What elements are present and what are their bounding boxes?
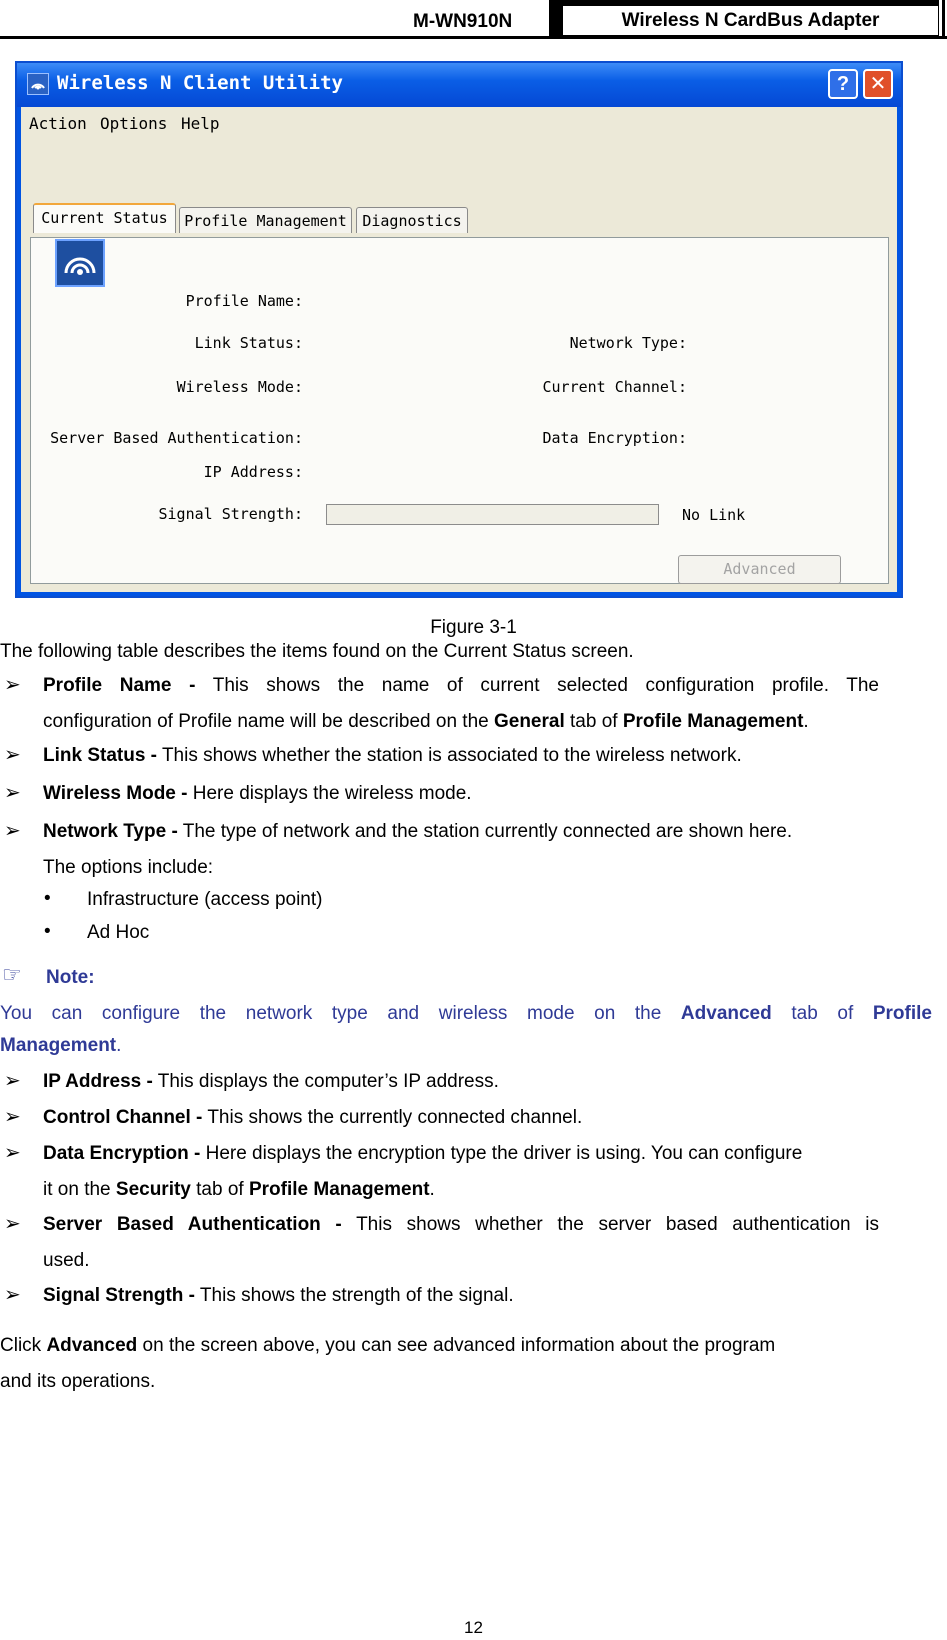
close-button[interactable]: ✕ xyxy=(863,69,893,99)
advanced-button[interactable]: Advanced xyxy=(678,555,841,584)
page-header xyxy=(0,0,947,40)
header-model: M-WN910N xyxy=(413,11,513,32)
arrow-bullet: ➢ xyxy=(4,744,21,766)
arrow-bullet: ➢ xyxy=(4,1142,21,1164)
signal-status: No Link xyxy=(682,506,746,524)
signal-strength-bar xyxy=(326,504,659,525)
current-channel-label: Current Channel: xyxy=(542,378,687,396)
arrow-bullet: ➢ xyxy=(4,820,21,842)
closing-text-line2: and its operations. xyxy=(0,1371,156,1392)
page-number: 12 xyxy=(464,1618,483,1637)
note-text-line2: Management. xyxy=(0,1035,122,1056)
server-auth-item-line2: used. xyxy=(43,1250,90,1271)
wireless-mode-label: Wireless Mode: xyxy=(176,378,303,396)
data-encryption-label: Data Encryption: xyxy=(542,429,687,447)
menu-options[interactable]: Options xyxy=(100,114,168,133)
dot-bullet: • xyxy=(44,921,51,942)
menu-action[interactable]: Action xyxy=(29,114,87,133)
data-encryption-item-line2: it on the Security tab of Profile Management. xyxy=(43,1179,435,1200)
signal-strength-item: Signal Strength - This shows the strength of the signal. xyxy=(43,1285,514,1306)
ip-address-item: IP Address - This displays the computer’s IP address. xyxy=(43,1071,499,1092)
closing-text: Click Advanced on the screen above, you can see advanced information about the program xyxy=(0,1335,776,1356)
menu-help[interactable]: Help xyxy=(181,114,220,133)
client-utility-window xyxy=(15,61,903,598)
window-client-area xyxy=(21,107,897,592)
dot-bullet: • xyxy=(44,888,51,909)
header-end-bar xyxy=(942,0,945,37)
network-type-item: Network Type - The type of network and the station currently connected are shown here. xyxy=(43,821,793,842)
link-status-label: Link Status: xyxy=(194,334,303,352)
ip-address-label: IP Address: xyxy=(203,463,303,481)
arrow-bullet: ➢ xyxy=(4,1284,21,1306)
help-button[interactable]: ? xyxy=(828,69,858,99)
arrow-bullet: ➢ xyxy=(4,1070,21,1092)
tab-current-status[interactable]: Current Status xyxy=(33,203,176,233)
status-panel xyxy=(30,237,889,584)
network-type-item-line2: The options include: xyxy=(43,857,214,878)
note-hand-icon: ☞ xyxy=(2,962,22,987)
network-type-label: Network Type: xyxy=(569,334,687,352)
data-encryption-item: Data Encryption - Here displays the encryption type the driver is using. You can configure xyxy=(43,1143,803,1164)
signal-strength-label: Signal Strength: xyxy=(158,505,303,523)
window-titlebar xyxy=(17,63,901,107)
header-product: Wireless N CardBus Adapter xyxy=(563,6,938,35)
intro-text: The following table describes the items found on the Current Status screen. xyxy=(0,641,634,662)
server-auth-item: Server Based Authentication - This shows whether the server based authentication is xyxy=(43,1214,879,1235)
control-channel-item: Control Channel - This shows the currently connected channel. xyxy=(43,1107,583,1128)
arrow-bullet: ➢ xyxy=(4,1213,21,1235)
arrow-bullet: ➢ xyxy=(4,782,21,804)
profile-name-item-line2: configuration of Profile name will be described on the General tab of Profile Management. xyxy=(43,711,809,732)
wireless-app-icon xyxy=(27,73,49,95)
profile-name-item: Profile Name - This shows the name of current selected configuration profile. The xyxy=(43,675,879,696)
wireless-mode-item: Wireless Mode - Here displays the wireless mode. xyxy=(43,783,472,804)
wireless-logo-icon xyxy=(55,239,105,287)
server-auth-label: Server Based Authentication: xyxy=(50,429,303,447)
option-infrastructure: Infrastructure (access point) xyxy=(87,889,323,910)
figure-caption: Figure 3-1 xyxy=(430,617,517,638)
note-label: Note: xyxy=(46,967,95,988)
window-title: Wireless N Client Utility xyxy=(57,72,343,94)
link-status-item: Link Status - This shows whether the station is associated to the wireless network. xyxy=(43,745,742,766)
arrow-bullet: ➢ xyxy=(4,674,21,696)
arrow-bullet: ➢ xyxy=(4,1106,21,1128)
tab-profile-management[interactable]: Profile Management xyxy=(179,207,352,233)
tab-diagnostics[interactable]: Diagnostics xyxy=(356,207,468,233)
profile-name-label: Profile Name: xyxy=(185,292,303,310)
menu-bar xyxy=(21,107,897,139)
option-ad-hoc: Ad Hoc xyxy=(87,922,150,943)
note-text: You can configure the network type and wireless mode on the Advanced tab of Profile xyxy=(0,1003,932,1024)
